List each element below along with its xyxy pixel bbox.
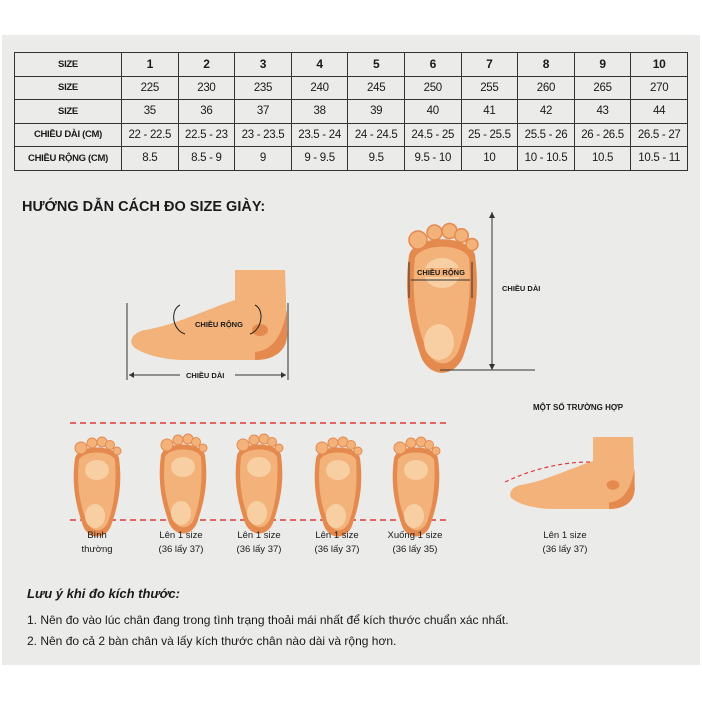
table-cell: 25.5 - 26 [518, 123, 575, 147]
case-caption-line1: Lên 1 size [315, 530, 359, 541]
table-cell: 250 [404, 76, 461, 100]
table-cell: 24 - 24.5 [348, 123, 405, 147]
side-length-label: CHIỀU DÀI [186, 371, 225, 380]
table-cell: 1 [122, 53, 179, 77]
top-length-label: CHIỀU DÀI [502, 284, 541, 293]
case-caption-line2: (36 lấy 37) [542, 544, 588, 555]
case-caption-line2: (36 lấy 37) [314, 544, 360, 555]
table-cell: 230 [178, 76, 235, 100]
table-cell: 42 [518, 100, 575, 124]
case-caption [375, 529, 455, 557]
side-foot-icon [131, 270, 287, 360]
case-caption-line1: Xuống 1 size [387, 530, 443, 541]
row-header: CHIỀU RỘNG (CM) [15, 147, 122, 171]
foot-case-down-icon [393, 437, 440, 537]
case-caption-line1: Lên 1 size [543, 530, 587, 541]
table-cell: 44 [631, 100, 688, 124]
case-caption-line2: (36 lấy 37) [236, 544, 282, 555]
table-cell: 25 - 25.5 [461, 123, 518, 147]
table-cell: 240 [291, 76, 348, 100]
table-cell: 10 [461, 147, 518, 171]
table-cell: 43 [574, 100, 631, 124]
table-cell: 6 [404, 53, 461, 77]
table-cell: 22.5 - 23 [178, 123, 235, 147]
table-cell: 9.5 - 10 [404, 147, 461, 171]
table-cell: 26.5 - 27 [631, 123, 688, 147]
foot-case-up-3-icon [315, 437, 362, 537]
case-caption-line2: (36 lấy 35) [392, 544, 438, 555]
table-cell: 265 [574, 76, 631, 100]
case-caption [141, 529, 221, 557]
table-cell: 9.5 [348, 147, 405, 171]
row-header: SIZE [15, 76, 122, 100]
case-caption [525, 529, 605, 557]
foot-case-high-arch-icon [510, 437, 635, 509]
case-caption-line1: Bình [87, 530, 107, 541]
table-cell: 9 [574, 53, 631, 77]
table-cell: 245 [348, 76, 405, 100]
table-cell: 4 [291, 53, 348, 77]
foot-case-up-2-icon [236, 434, 283, 534]
top-width-label: CHIỀU RỘNG [417, 268, 465, 277]
table-cell: 10 - 10.5 [518, 147, 575, 171]
table-cell: 41 [461, 100, 518, 124]
case-caption-line2: thường [81, 544, 113, 555]
table-cell: 5 [348, 53, 405, 77]
table-cell: 22 - 22.5 [122, 123, 179, 147]
table-cell: 9 - 9.5 [291, 147, 348, 171]
foot-case-up-1-icon [160, 434, 207, 534]
row-header: SIZE [15, 100, 122, 124]
table-cell: 9 [235, 147, 292, 171]
table-cell: 35 [122, 100, 179, 124]
case-caption [297, 529, 377, 557]
note-2: 2. Nên đo cả 2 bàn chân và lấy kích thước chân nào dài và rộng hơn. [27, 634, 397, 648]
case-caption [219, 529, 299, 557]
table-cell: 37 [235, 100, 292, 124]
table-cell: 7 [461, 53, 518, 77]
case-caption-line1: Lên 1 size [159, 530, 203, 541]
table-cell: 24.5 - 25 [404, 123, 461, 147]
table-cell: 3 [235, 53, 292, 77]
row-header: CHIỀU DÀI (CM) [15, 123, 122, 147]
table-cell: 8.5 [122, 147, 179, 171]
case-caption [57, 529, 137, 557]
table-cell: 40 [404, 100, 461, 124]
table-cell: 10.5 - 11 [631, 147, 688, 171]
top-foot-icon [407, 224, 478, 373]
table-cell: 36 [178, 100, 235, 124]
notes-title: Lưu ý khi đo kích thước: [27, 586, 180, 601]
table-cell: 10.5 [574, 147, 631, 171]
table-cell: 225 [122, 76, 179, 100]
table-cell: 270 [631, 76, 688, 100]
table-cell: 2 [178, 53, 235, 77]
table-cell: 26 - 26.5 [574, 123, 631, 147]
cases-title: MỘT SỐ TRƯỜNG HỢP [533, 403, 624, 412]
table-cell: 8 [518, 53, 575, 77]
note-1: 1. Nên đo vào lúc chân đang trong tình trạng thoải mái nhất để kích thước chuẩn xác nhất. [27, 613, 509, 627]
table-cell: 255 [461, 76, 518, 100]
table-cell: 23.5 - 24 [291, 123, 348, 147]
table-cell: 38 [291, 100, 348, 124]
table-cell: 260 [518, 76, 575, 100]
table-cell: 8.5 - 9 [178, 147, 235, 171]
case-caption-line1: Lên 1 size [237, 530, 281, 541]
foot-case-normal-icon [74, 437, 121, 537]
side-width-label: CHIỀU RỘNG [195, 320, 243, 329]
guide-title: HƯỚNG DẪN CÁCH ĐO SIZE GIÀY: [22, 199, 266, 215]
case-caption-line2: (36 lấy 37) [158, 544, 204, 555]
table-cell: 23 - 23.5 [235, 123, 292, 147]
table-cell: 39 [348, 100, 405, 124]
table-cell: 10 [631, 53, 688, 77]
row-header: SIZE [15, 53, 122, 77]
table-cell: 235 [235, 76, 292, 100]
